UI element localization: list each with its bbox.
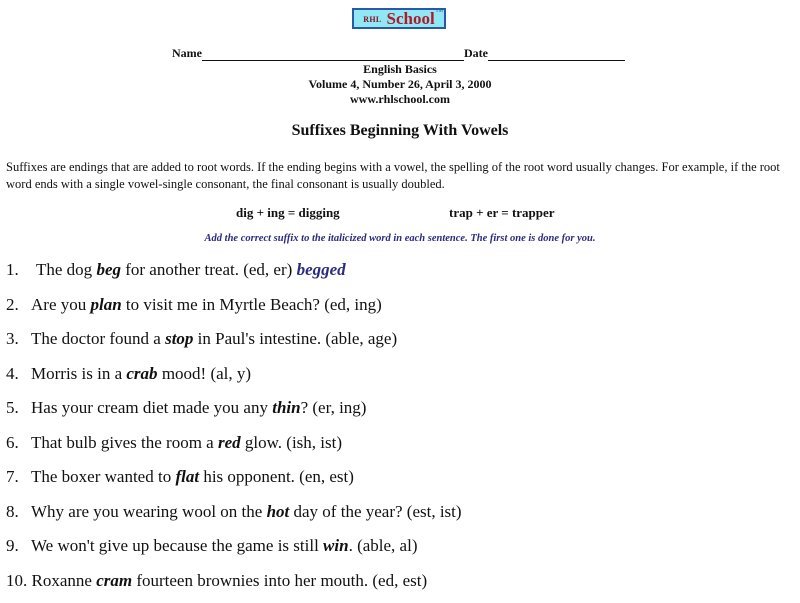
root-word: stop [165,329,193,348]
question-text-after: day of the year? (est, ist) [289,502,461,521]
example-1: dig + ing = digging [236,205,340,221]
root-word: plan [90,295,121,314]
question-item [6,396,462,431]
name-blank [202,48,464,61]
question-text-before: We won't give up because the game is still [31,536,323,555]
question-item [6,327,462,362]
question-text-before: Roxanne [32,571,97,590]
root-word: crab [126,364,157,383]
question-text-after: his opponent. (en, est) [199,467,354,486]
question-item [6,569,462,603]
question-text-after: to visit me in Myrtle Beach? (ed, ing) [122,295,382,314]
website-text: www.rhlschool.com [0,92,800,106]
root-word: thin [272,398,300,417]
question-number: 10. [6,571,27,590]
root-word: beg [96,260,121,279]
name-date-line [172,46,625,61]
root-word: red [218,433,241,452]
question-number: 2. [6,293,31,317]
question-number: 8. [6,500,31,524]
question-number: 1. [6,258,36,282]
logo-name: School [387,10,435,27]
question-text-before: Are you [31,295,90,314]
question-text-after: glow. (ish, ist) [241,433,342,452]
question-number: 3. [6,327,31,351]
question-text-after: ? (er, ing) [301,398,367,417]
question-item [6,362,462,397]
name-label: Name [172,46,202,61]
question-text-after: fourteen brownies into her mouth. (ed, est) [132,571,427,590]
rhl-school-logo [352,8,446,29]
question-text-after: . (able, al) [349,536,418,555]
root-word: cram [96,571,132,590]
question-item [6,465,462,500]
question-text-before: Morris is in a [31,364,126,383]
question-item [6,500,462,535]
question-number: 9. [6,534,31,558]
sample-answer: begged [297,260,346,279]
question-item [6,534,462,569]
root-word: flat [175,467,199,486]
question-number: 6. [6,431,31,455]
question-text-after: mood! (al, y) [158,364,251,383]
issue-info: Volume 4, Number 26, April 3, 2000 [0,77,800,91]
example-2: trap + er = trapper [449,205,555,221]
question-item [6,258,462,293]
question-number: 5. [6,396,31,420]
logo-prefix: RHL [363,15,381,24]
intro-paragraph: Suffixes are endings that are added to root words. If the ending begins with a vowel, the spelling of the root word usually changes. For example, if the root word ends with a single vowel-single consonant, the final consonant is usually doubled. [6,159,796,193]
question-item [6,293,462,328]
trademark-mark: TM [436,9,444,14]
question-text-after: in Paul's intestine. (able, age) [193,329,397,348]
question-number: 7. [6,465,31,489]
date-blank [488,48,625,61]
question-text-after: for another treat. (ed, er) [121,260,297,279]
page-title: Suffixes Beginning With Vowels [0,122,800,140]
instruction-text: Add the correct suffix to the italicized word in each sentence. The first one is done for you. [0,233,800,244]
question-text-before: The dog [36,260,96,279]
question-text-before: Has your cream diet made you any [31,398,272,417]
question-list [6,258,462,603]
root-word: hot [267,502,290,521]
question-number: 4. [6,362,31,386]
question-text-before: The boxer wanted to [31,467,175,486]
question-text-before: Why are you wearing wool on the [31,502,267,521]
question-text-before: That bulb gives the room a [31,433,218,452]
question-text-before: The doctor found a [31,329,165,348]
date-label: Date [464,46,488,61]
root-word: win [323,536,349,555]
question-item [6,431,462,466]
series-name: English Basics [0,62,800,76]
